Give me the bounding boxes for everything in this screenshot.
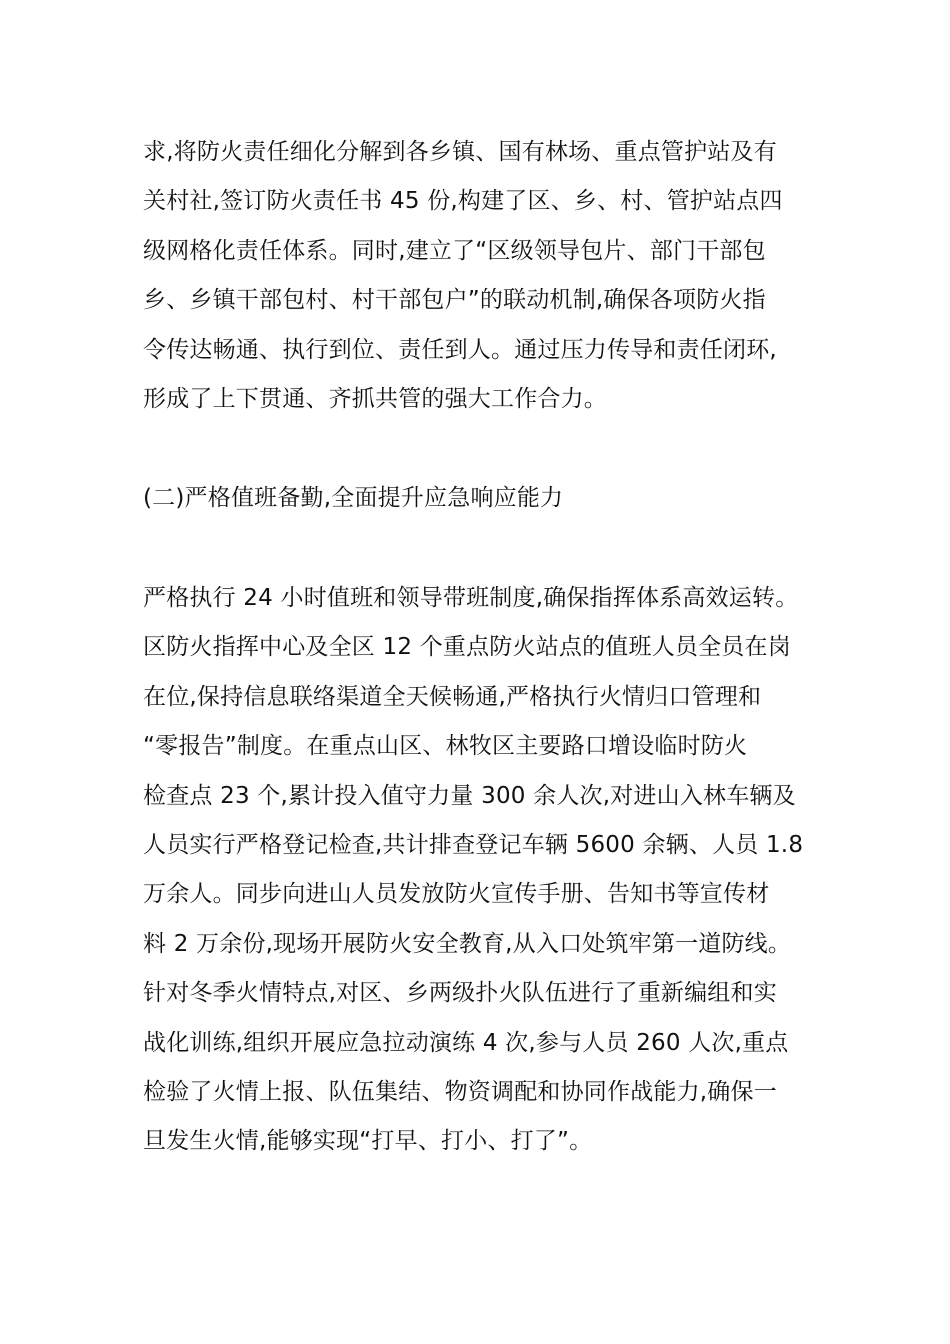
text-line: 万余人。同步向进山人员发放防火宣传手册、告知书等宣传材 [143,881,770,908]
section-heading-text: (二)严格值班备勤,全面提升应急响应能力 [143,485,564,511]
text-line: 针对冬季火情特点,对区、乡两级扑火队伍进行了重新编组和实 [143,980,777,1007]
section-heading [143,474,823,523]
paragraph-responsibility [143,128,823,424]
text-line: 区防火指挥中心及全区 12 个重点防火站点的值班人员全员在岗 [143,634,791,661]
text-line: 关村社,签订防火责任书 45 份,构建了区、乡、村、管护站点四 [143,188,783,215]
text-line: 形成了上下贯通、齐抓共管的强大工作合力。 [143,385,607,412]
text-line: 在位,保持信息联络渠道全天候畅通,严格执行火情归口管理和 [143,683,762,710]
text-line: 人员实行严格登记检查,共计排查登记车辆 5600 余辆、人员 1.8 [143,831,804,858]
text-line: 乡、乡镇干部包村、村干部包户”的联动机制,确保各项防火指 [143,287,766,314]
text-line: 料 2 万余份,现场开展防火安全教育,从入口处筑牢第一道防线。 [143,930,792,957]
text-line: 旦发生火情,能够实现“打早、打小、打了”。 [143,1128,593,1155]
text-line: 战化训练,组织开展应急拉动演练 4 次,参与人员 260 人次,重点 [143,1029,789,1056]
text-line: 严格执行 24 小时值班和领导带班制度,确保指挥体系高效运转。 [143,585,799,611]
paragraph-duty [143,574,823,1167]
text-line: 检验了火情上报、队伍集结、物资调配和协同作战能力,确保一 [143,1078,777,1105]
text-line: “零报告”制度。在重点山区、林牧区主要路口增设临时防火 [143,733,748,760]
text-line: 求,将防火责任细化分解到各乡镇、国有林场、重点管护站及有 [143,139,777,165]
text-line: 检查点 23 个,累计投入值守力量 300 余人次,对进山入林车辆及 [143,782,796,809]
text-line: 令传达畅通、执行到位、责任到人。通过压力传导和责任闭环, [143,336,777,363]
text-line: 级网格化责任体系。同时,建立了“区级领导包片、部门干部包 [143,237,766,264]
